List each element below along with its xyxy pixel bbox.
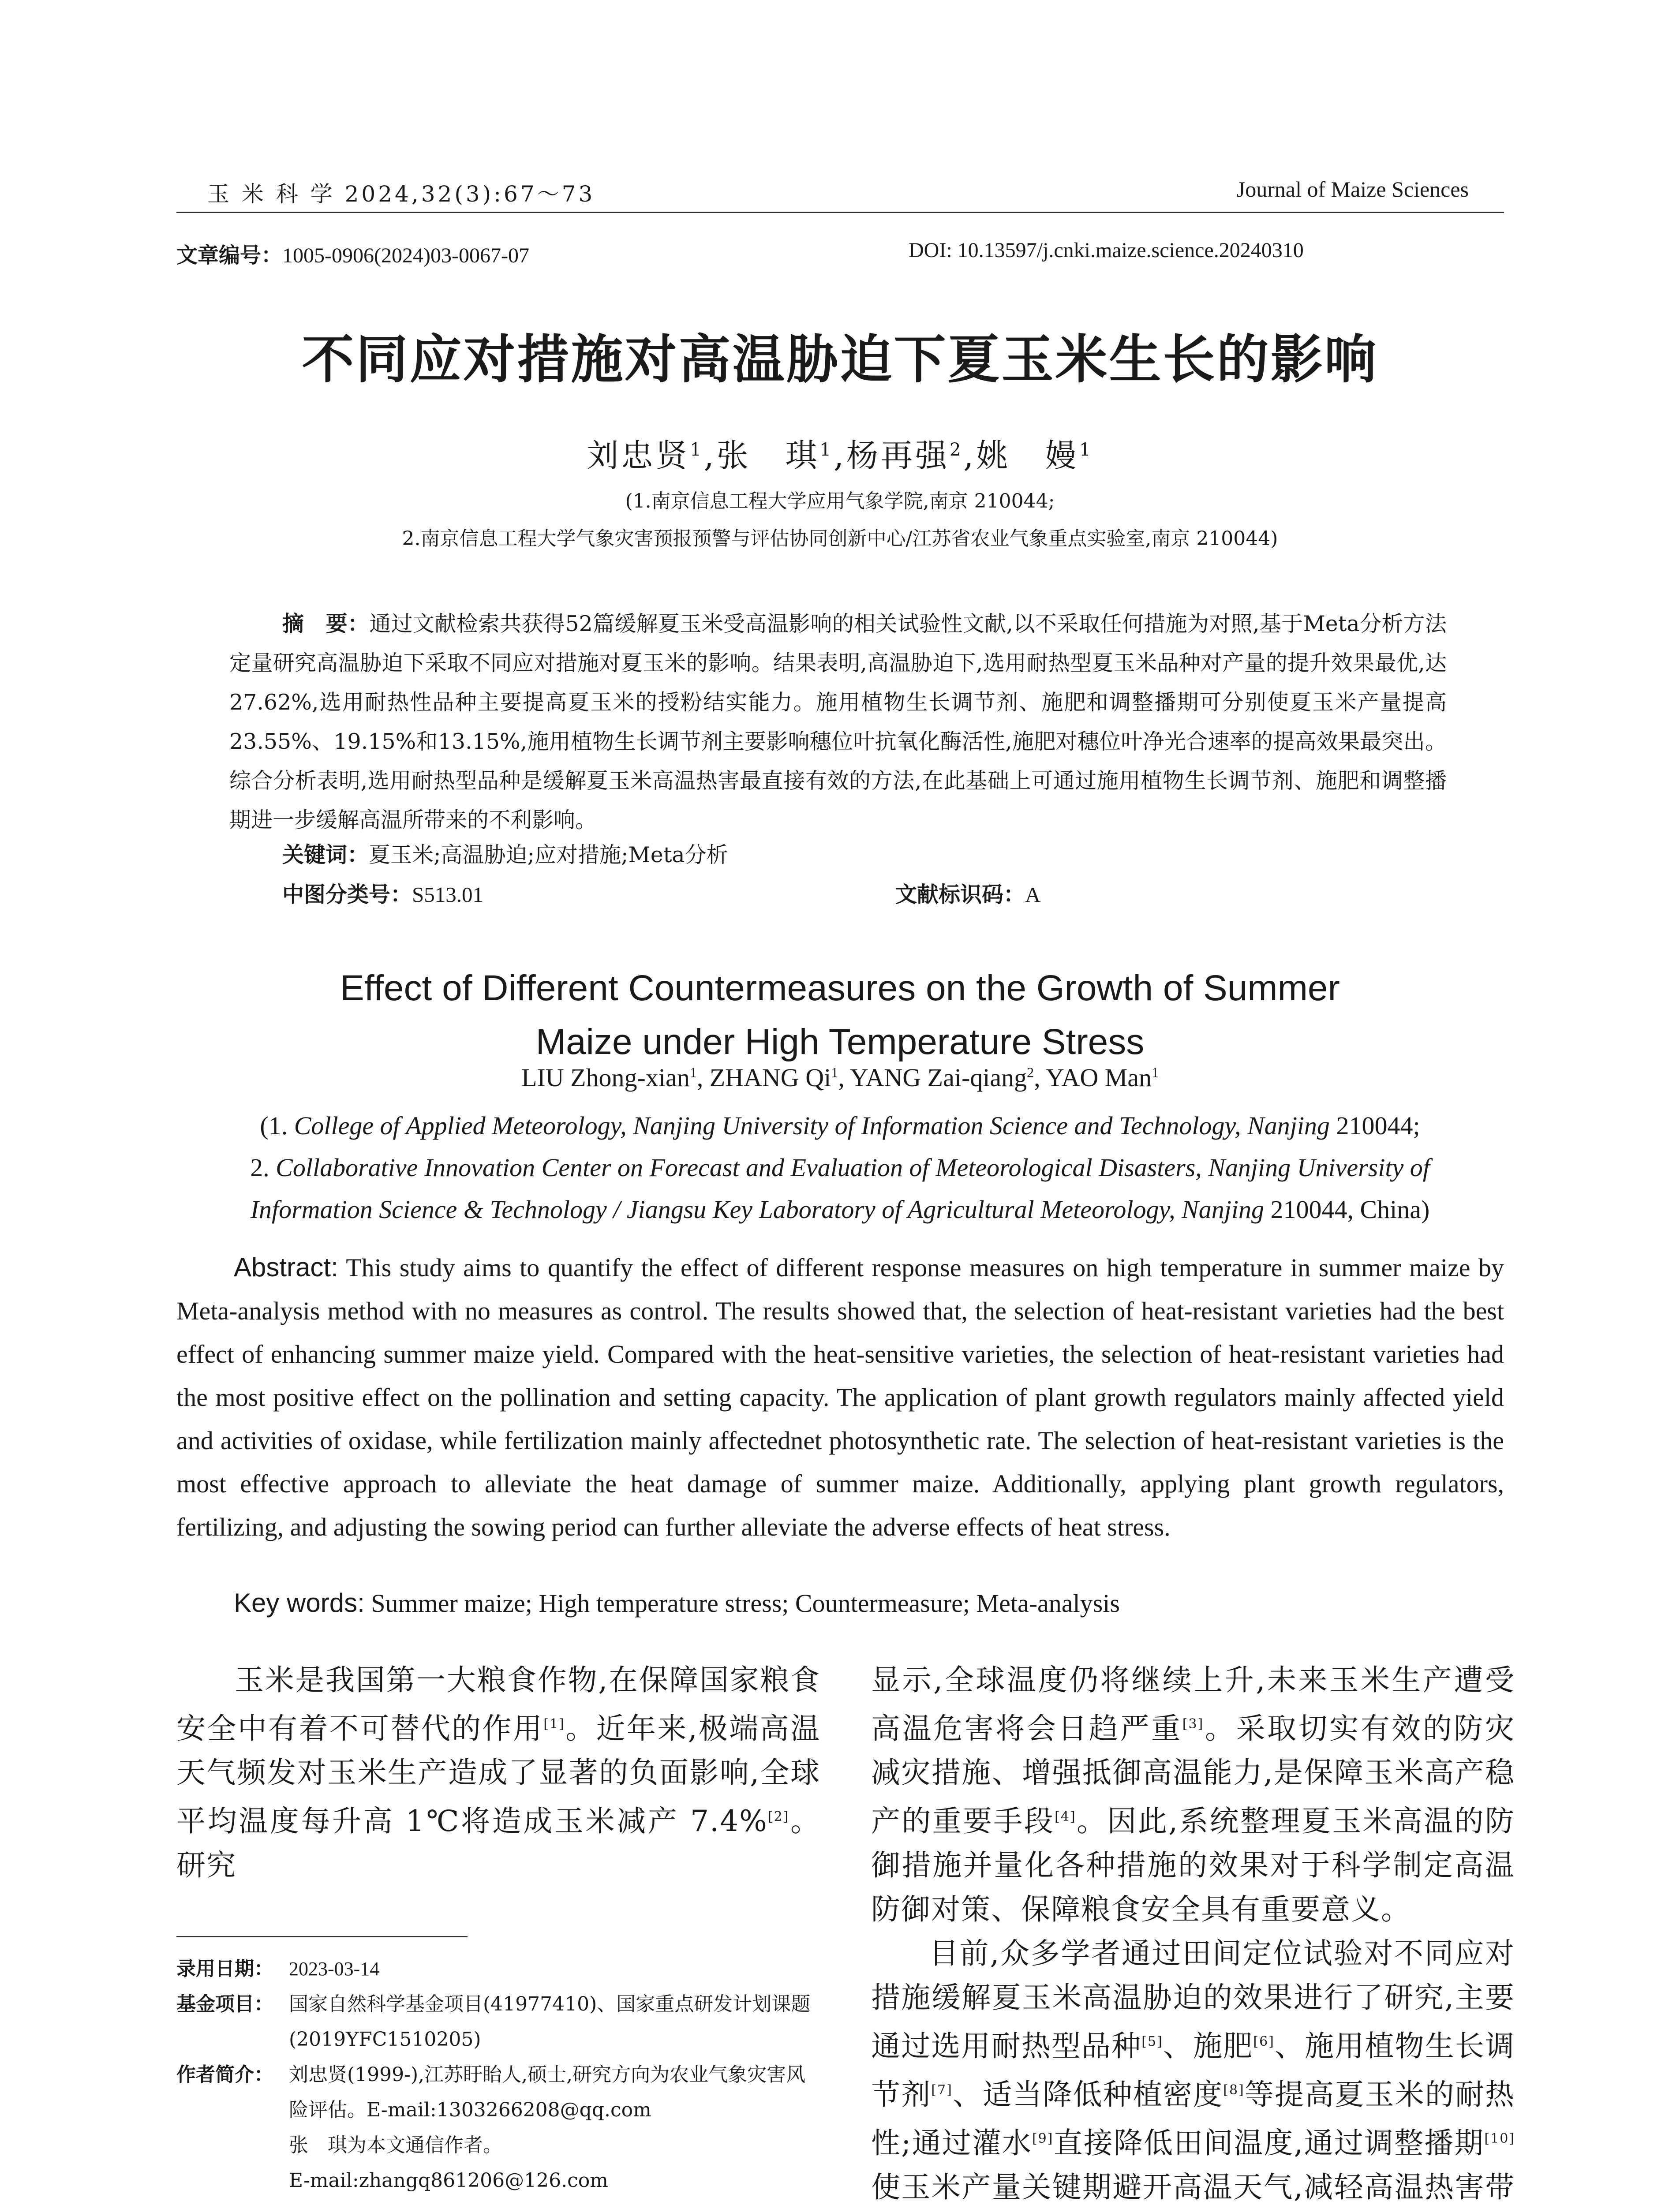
footnote-author: [176, 2057, 829, 2128]
body-text: 目前,众多学者通过田间定位试验对不同应对措施缓解夏玉米高温胁迫的效果进行了研究,主要通过选用耐热型品种: [871, 1936, 1515, 2063]
doc-code-label: 文献标识码：: [895, 882, 1025, 907]
citation-ref: [7]: [931, 2082, 953, 2098]
body-text: 直接降低田间温度,通过调整播期: [1053, 2126, 1485, 2160]
aff-en-text: 210044;: [1329, 1111, 1420, 1140]
footnote-text: 刘忠贤(1999-),江苏盱眙人,硕士,研究方向为农业气象灾害风险评估。E-mail:1303266208@qq.com: [289, 2063, 806, 2121]
footnote-text: 国家自然科学基金项目(41977410)、国家重点研发计划课题(2019YFC1510205): [289, 1993, 811, 2051]
abstract-en: [176, 1246, 1504, 1549]
body-text: 显示,全球温度仍将继续上升,未来玉米生产遭受高温危害将会日趋严重: [871, 1663, 1515, 1745]
citation-ref: [4]: [1055, 1809, 1076, 1824]
author-sup: 1: [690, 440, 704, 460]
journal-cn: 玉 米 科 学 2024,32(3):67～73: [207, 181, 595, 207]
affiliation-en-2: [0, 1147, 1680, 1189]
abstract-en-text: This study aims to quantify the effect of different response measures on high temperature in summer maize by Meta-analysis method with no measures as control. The results showed that, the selection of heat-resistant varieties had the best effect of enhancing summer maize yield. Compared with the heat-sensitive varieties, the selection of heat-resistant varieties had the most positive effect on the pollination and setting capacity. The application of plant growth regulators mainly affected yield and activities of oxidase, while fertilization mainly affectednet photosynthetic rate. The selection of heat-resistant varieties is the most effective approach to alleviate the heat damage of summer maize. Additionally, applying plant growth regulators, fertilizing, and adjusting the sowing period can further alleviate the adverse effects of heat stress.: [176, 1253, 1504, 1541]
title-en-line-2: Maize under High Temperature Stress: [535, 1022, 1145, 1062]
body-column-right: [871, 1658, 1515, 2205]
author-sup: 1: [831, 1064, 838, 1080]
affiliation-cn-1: (1.南京信息工程大学应用气象学院,南京 210044;: [625, 490, 1055, 512]
author-en: , YANG Zai-qiang: [838, 1063, 1027, 1092]
aff-en-italic: College of Applied Meteorology, Nanjing University of Information Science and Technology, Nanjing: [294, 1111, 1330, 1140]
footnote-text: E-mail:zhangq861206@126.com: [289, 2169, 608, 2192]
body-paragraph: [176, 1658, 820, 1887]
doc-code-row: [895, 878, 1040, 908]
footnote-email: [176, 2163, 829, 2198]
aff-en-italic: Collaborative Innovation Center on Forecast and Evaluation of Meteorological Disasters, Nanjing University of: [276, 1153, 1430, 1182]
citation-ref: [5]: [1141, 2034, 1163, 2049]
author-sup: 1: [1079, 440, 1093, 460]
citation-ref: [6]: [1253, 2034, 1275, 2049]
doc-code-value: A: [1025, 882, 1041, 907]
footnote-fund: [176, 1987, 829, 2057]
title-cn: 不同应对措施对高温胁迫下夏玉米生长的影响: [302, 329, 1378, 390]
keywords-en: [234, 1588, 1120, 1618]
journal-en: Journal of Maize Sciences: [1236, 177, 1469, 202]
aff-en-text: 2.: [250, 1153, 276, 1182]
footnote-label: 基金项目：: [176, 1993, 273, 2015]
abstract-cn-label: 摘 要：: [282, 611, 370, 636]
citation-ref: [3]: [1182, 1716, 1204, 1732]
citation-ref: [2]: [767, 1809, 789, 1824]
citation-ref: [8]: [1223, 2082, 1245, 2098]
author-en: , YAO Man: [1034, 1063, 1152, 1092]
footnote-label: 录用日期：: [176, 1958, 273, 1980]
title-en: [0, 961, 1680, 1069]
running-header: [176, 172, 1504, 213]
footnote-text: 张 琪为本文通信作者。: [289, 2134, 502, 2156]
title-en-line-1: Effect of Different Countermeasures on the Growth of Summer: [340, 968, 1340, 1008]
aff-en-text: 210044, China): [1264, 1195, 1430, 1224]
classification-label: 中图分类号：: [282, 882, 412, 907]
footnote-label: 作者简介：: [176, 2063, 273, 2086]
body-text: 等提高夏玉米的耐热性;通过灌水: [871, 2078, 1515, 2160]
author-sup: 2: [949, 440, 964, 460]
affiliation-cn-2: 2.南京信息工程大学气象灾害预报预警与评估协同创新中心/江苏省农业气象重点实验室,南京 210044): [402, 527, 1278, 550]
article-meta: [176, 238, 1411, 269]
body-text: 、施肥: [1163, 2029, 1253, 2063]
author-sup: 1: [689, 1064, 697, 1080]
author-cn: ,杨再强: [834, 437, 950, 474]
authors-en: [0, 1063, 1680, 1092]
classification-row: [282, 878, 483, 908]
footnotes: [176, 1951, 829, 2198]
doi: DOI: 10.13597/j.cnki.maize.science.20240310: [909, 239, 1304, 262]
affiliation-en-1: [0, 1105, 1680, 1147]
article-no: 1005-0906(2024)03-0067-07: [282, 244, 529, 267]
body-text: 、适当降低种植密度: [952, 2078, 1224, 2112]
author-sup: 2: [1027, 1064, 1034, 1080]
keywords-en-label: Key words:: [234, 1588, 365, 1618]
body-text: 。近年来,极端高温天气频发对玉米生产造成了显著的负面影响,全球平均温度每升高 1℃将造成玉米减产 7.4%: [176, 1712, 820, 1838]
affiliation-en-3: [0, 1188, 1680, 1231]
keywords-cn-label: 关键词：: [282, 842, 369, 867]
author-cn: ,姚 嫚: [963, 437, 1080, 474]
article-no-label: 文章编号：: [176, 243, 283, 268]
abstract-en-label: Abstract:: [234, 1252, 338, 1282]
body-text: 。因此,系统整理夏玉米高温的防御措施并量化各种措施的效果对于科学制定高温防御对策、保障粮食安全具有重要意义。: [871, 1804, 1515, 1926]
body-text: 使玉米产量关键期避开高温天气,减轻高温热害带: [871, 2170, 1515, 2204]
keywords-cn-text: 夏玉米;高温胁迫;应对措施;Meta分析: [369, 842, 728, 867]
keywords-cn: [282, 838, 728, 869]
footnote-text: 2023-03-14: [289, 1958, 380, 1980]
citation-ref: [1]: [543, 1716, 565, 1732]
citation-ref: [10]: [1484, 2131, 1515, 2146]
keywords-en-text: Summer maize; High temperature stress; Countermeasure; Meta-analysis: [364, 1589, 1120, 1618]
footnote-divider: [176, 1936, 468, 1937]
abstract-cn: [229, 604, 1447, 840]
author-en: LIU Zhong-xian: [521, 1063, 690, 1092]
body-column-left: [176, 1658, 820, 1887]
footnote-corresponding: [176, 2128, 829, 2163]
body-text: 、施用植物生长调节剂: [871, 2029, 1515, 2112]
body-text: 。采取切实有效的防灾减灾措施、增强抵御高温能力,是保障玉米高产稳产的重要手段: [871, 1712, 1515, 1838]
author-cn: 刘忠贤: [587, 437, 690, 474]
body-paragraph: [871, 1658, 1515, 1932]
body-text: 。研究: [176, 1804, 820, 1882]
citation-ref: [9]: [1032, 2131, 1054, 2146]
author-en: , ZHANG Qi: [696, 1063, 831, 1092]
body-text: 玉米是我国第一大粮食作物,在保障国家粮食安全中有着不可替代的作用: [176, 1663, 820, 1745]
aff-en-italic: Information Science & Technology / Jiangsu Key Laboratory of Agricultural Meteorology, Nanjing: [250, 1195, 1264, 1224]
author-cn: ,张 琪: [703, 437, 820, 474]
authors-cn: [0, 430, 1680, 476]
footnote-received: [176, 1951, 829, 1987]
author-sup: 1: [819, 440, 834, 460]
aff-en-text: (1.: [260, 1111, 294, 1140]
classification-value: S513.01: [412, 882, 484, 907]
abstract-cn-text: 通过文献检索共获得52篇缓解夏玉米受高温影响的相关试验性文献,以不采取任何措施为对照,基于Meta分析方法定量研究高温胁迫下采取不同应对措施对夏玉米的影响。结果表明,高温胁迫下,选用耐热型夏玉米品种对产量的提升效果最优,达27.62%,选用耐热性品种主要提高夏玉米的授粉结实能力。施用植物生长调节剂、施肥和调整播期可分别使夏玉米产量提高23.55%、19.15%和13.15%,施用植物生长调节剂主要影响穗位叶抗氧化酶活性,施肥对穗位叶净光合速率的提高效果最突出。综合分析表明,选用耐热型品种是缓解夏玉米高温热害最直接有效的方法,在此基础上可通过施用植物生长调节剂、施肥和调整播期进一步缓解高温所带来的不利影响。: [229, 611, 1447, 833]
author-sup: 1: [1152, 1064, 1159, 1080]
body-paragraph: [871, 1932, 1515, 2205]
